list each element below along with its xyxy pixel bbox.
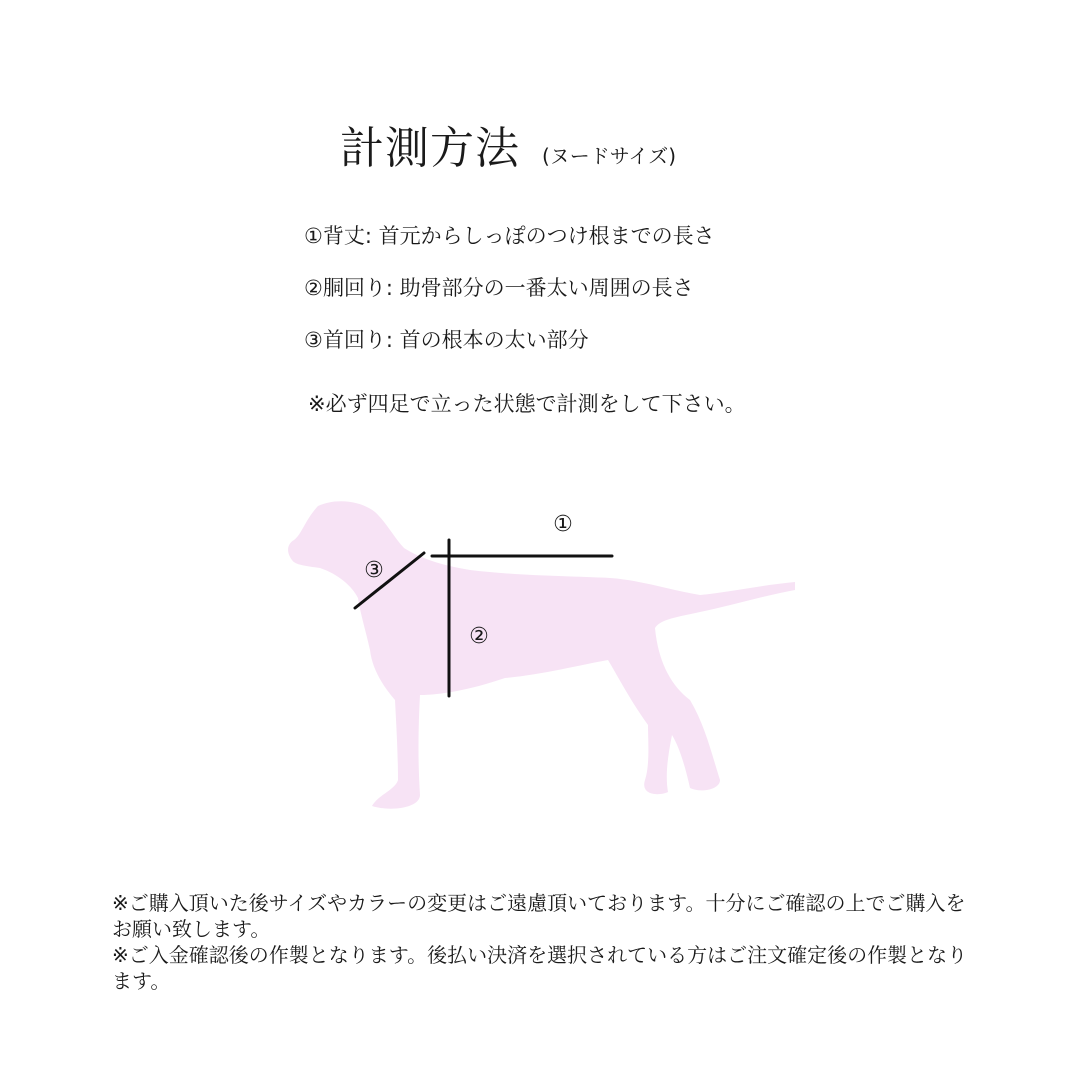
measurement-item-chest-girth: ②胴回り: 助骨部分の一番太い周囲の長さ xyxy=(304,276,694,300)
measurement-list xyxy=(304,226,746,415)
page-title: 計測方法 xyxy=(340,123,520,174)
heading xyxy=(340,112,676,176)
dog-silhouette xyxy=(288,501,795,809)
label-back-length: ① xyxy=(553,512,573,537)
label-chest-girth: ② xyxy=(469,624,489,649)
dog-measurement-diagram xyxy=(270,480,810,820)
measurement-note: ※必ず四足で立った状態で計測をして下さい。 xyxy=(308,392,746,416)
measurement-item-back-length: ①背丈: 首元からしっぽのつけ根までの長さ xyxy=(304,224,715,248)
measurement-item-neck-girth: ③首回り: 首の根本の太い部分 xyxy=(304,328,589,352)
label-neck-girth: ③ xyxy=(364,558,384,583)
page-subtitle: (ヌードサイズ) xyxy=(542,144,677,168)
footer-note-production: ※ご入金確認後の作製となります。後払い決済を選択されている方はご注文確定後の作製となります。 xyxy=(112,943,968,993)
footer-note-changes: ※ご購入頂いた後サイズやカラーの変更はご遠慮頂いております。十分にご確認の上でご購入をお願い致します。 xyxy=(112,891,966,941)
footer-notes xyxy=(112,890,982,994)
